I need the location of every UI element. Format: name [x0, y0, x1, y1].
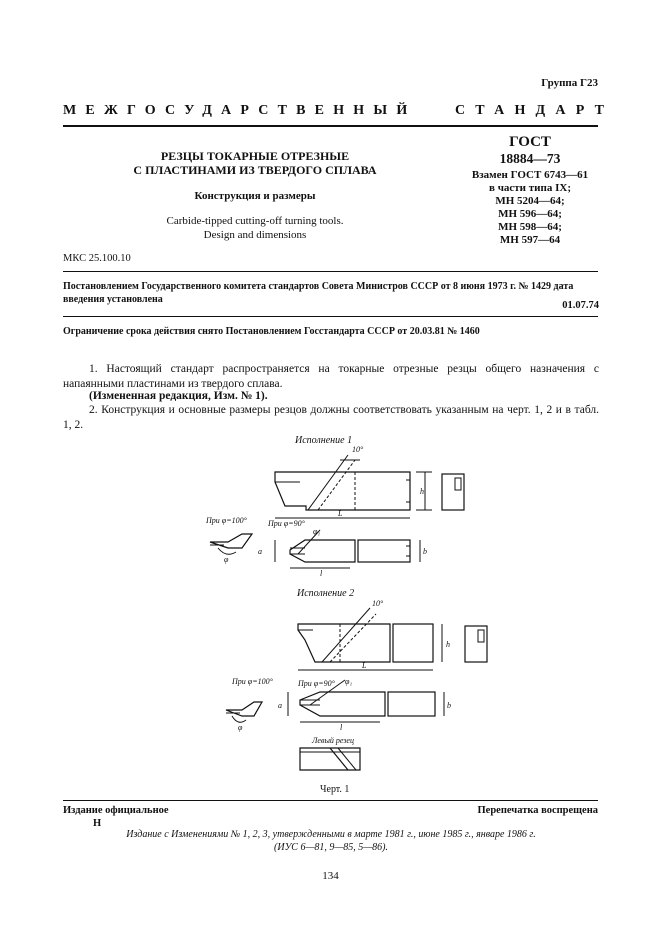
paragraph-1: 1. Настоящий стандарт распространяется на токарные отрезные резцы общего назначения с напаянными пластинами из твердого сплава.	[63, 363, 599, 390]
phi-label-1: φ	[224, 555, 229, 564]
phi1-label-2: φ₁	[345, 677, 353, 686]
variant-2-label: Исполнение 2	[297, 588, 355, 599]
dim-a-2: a	[278, 701, 282, 710]
mks-rule	[63, 271, 598, 272]
angle-10-label-2: 10°	[372, 599, 384, 608]
header-standard: СТАНДАРТ	[455, 103, 615, 118]
gost-mn-1: МН 5204—64;	[495, 195, 565, 207]
gost-mn-4: МН 597—64	[499, 234, 561, 246]
header-interstate: МЕЖГОСУДАРСТВЕННЫЙ	[63, 103, 417, 118]
phi100-label-2: При φ=100°	[232, 677, 273, 686]
edition-official: Издание официальное	[63, 805, 169, 816]
subtitle: Конструкция и размеры	[194, 190, 316, 202]
left-cutter-label: Левый резец	[312, 736, 354, 745]
dim-h-2: h	[446, 640, 450, 649]
phi-label-2: φ	[238, 723, 243, 732]
phi90-label-2: При φ=90°	[298, 679, 335, 688]
dim-L-2: L	[362, 661, 367, 670]
figure-caption: Черт. 1	[320, 784, 350, 795]
edition-mark: Н	[93, 818, 102, 829]
changes-line-2: (ИУС 6—81, 9—85, 5—86).	[274, 842, 388, 853]
page-number: 134	[322, 870, 339, 882]
dim-a-1: a	[258, 547, 262, 556]
restriction-text: Ограничение срока действия снято Постановлением Госстандарта СССР от 20.03.81 № 1460	[63, 326, 480, 337]
title-en-2: Design and dimensions	[203, 229, 307, 241]
mks-code: МКС 25.100.10	[63, 253, 131, 264]
title-en-1: Carbide-tipped cutting-off turning tools.	[166, 215, 344, 227]
gost-mn-3: МН 598—64;	[498, 221, 562, 233]
footer-rule	[63, 800, 598, 801]
changes-line-1: Издание с Изменениями № 1, 2, 3, утвержденными в марте 1981 г., июне 1985 г., январе 1986 г.	[126, 829, 536, 840]
gost-part: в части типа IX;	[489, 182, 571, 194]
title-line-2: С ПЛАСТИНАМИ ИЗ ТВЕРДОГО СПЛАВА	[133, 163, 377, 177]
gost-mn-2: МН 596—64;	[498, 208, 562, 220]
decree-text: Постановлением Государственного комитета стандартов Совета Министров СССР от 8 июня 1973 г. № 1429 дата введения установлена	[63, 281, 574, 305]
date-rule	[63, 316, 598, 317]
angle-10-label-1: 10°	[352, 445, 364, 454]
variant-1-label: Исполнение 1	[295, 435, 353, 446]
header-rule	[63, 125, 598, 127]
phi100-label-1: При φ=100°	[206, 516, 247, 525]
intro-date: 01.07.74	[562, 300, 599, 311]
title-line-1: РЕЗЦЫ ТОКАРНЫЕ ОТРЕЗНЫЕ	[160, 149, 350, 163]
gost-label: ГОСТ	[509, 134, 551, 150]
dim-L-1: L	[338, 509, 343, 518]
phi90-label-1: При φ=90°	[268, 519, 305, 528]
dim-l-1: l	[320, 569, 323, 578]
paragraph-1-note: (Измененная редакция, Изм. № 1).	[89, 390, 268, 402]
dim-b-1: b	[423, 547, 427, 556]
paragraph-2: 2. Конструкция и основные размеры резцов должны соответствовать указанным на черт. 1, 2 и в табл. 1, 2.	[63, 404, 599, 431]
group-code: Группа Г23	[541, 77, 598, 89]
gost-replaces: Взамен ГОСТ 6743—61	[471, 169, 589, 181]
drawing-1	[180, 430, 500, 800]
phi1-label-1: φ₁	[313, 527, 321, 536]
gost-number: 18884—73	[499, 151, 561, 166]
dim-b-2: b	[447, 701, 451, 710]
reprint-notice: Перепечатка воспрещена	[477, 805, 598, 816]
dim-h-1: h	[420, 487, 424, 496]
dim-l-2: l	[340, 723, 343, 732]
